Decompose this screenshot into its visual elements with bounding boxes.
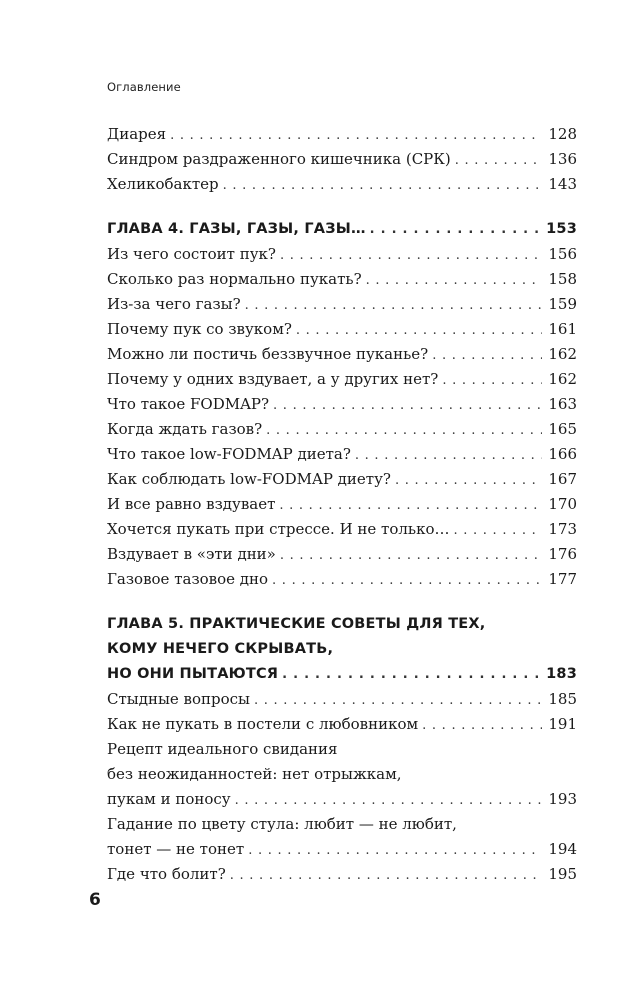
toc-entry[interactable] — [107, 442, 577, 467]
toc-entry-title: пукам и поносу — [107, 790, 231, 808]
toc-entry-title: Из-за чего газы? — [107, 295, 241, 313]
toc-entry[interactable] — [107, 712, 577, 737]
chapter-page: 183 — [546, 666, 577, 682]
toc-entry-page: 158 — [548, 270, 577, 288]
toc-entry-title: Когда ждать газов? — [107, 420, 263, 438]
toc-entry-page: 143 — [548, 175, 577, 193]
dot-leader — [223, 173, 543, 198]
toc-entry-page: 177 — [548, 570, 577, 588]
dot-leader — [442, 368, 542, 393]
dot-leader — [432, 343, 542, 368]
toc-entry-page: 176 — [548, 545, 577, 563]
chapter-5-heading-line-1[interactable]: ГЛАВА 5. ПРАКТИЧЕСКИЕ СОВЕТЫ ДЛЯ ТЕХ, — [107, 616, 486, 632]
toc-entry[interactable] — [107, 392, 577, 417]
dot-leader — [370, 217, 540, 242]
toc-entry[interactable] — [107, 517, 577, 542]
toc-entry-title: И все равно вздувает — [107, 495, 276, 513]
toc-entry-title: Хеликобактер — [107, 175, 219, 193]
toc-entry-title: Почему пук со звуком? — [107, 320, 292, 338]
toc-entry[interactable] — [107, 687, 577, 712]
toc-entry-title-line-2[interactable]: без неожиданностей: нет отрыжкам, — [107, 765, 402, 783]
toc-entry[interactable] — [107, 367, 577, 392]
dot-leader — [230, 863, 543, 888]
page-number: 6 — [89, 890, 101, 910]
toc-entry-title-line-1[interactable]: Гадание по цвету стула: любит — не любит, — [107, 815, 457, 833]
toc-entry-title: Хочется пукать при стрессе. И не только… — [107, 520, 450, 538]
toc-entry[interactable] — [107, 317, 577, 342]
toc-entry-page: 185 — [548, 690, 577, 708]
toc-entry-page: 170 — [548, 495, 577, 513]
toc-entry-title: Стыдные вопросы — [107, 690, 250, 708]
toc-entry-page: 163 — [548, 395, 577, 413]
dot-leader — [266, 418, 542, 443]
dot-leader — [422, 713, 542, 738]
dot-leader — [272, 568, 542, 593]
toc-entry[interactable] — [107, 147, 577, 172]
toc-entry[interactable] — [107, 342, 577, 367]
toc-entry-title: Сколько раз нормально пукать? — [107, 270, 362, 288]
toc-entry[interactable] — [107, 267, 577, 292]
chapter-title: НО ОНИ ПЫТАЮТСЯ — [107, 666, 279, 682]
chapter-4-heading[interactable] — [107, 217, 577, 242]
chapter-5-heading-line-2[interactable]: КОМУ НЕЧЕГО СКРЫВАТЬ, — [107, 641, 334, 657]
dot-leader — [279, 493, 542, 518]
dot-leader — [245, 293, 543, 318]
dot-leader — [366, 268, 543, 293]
toc-entry[interactable] — [107, 542, 577, 567]
toc-entry-page: 162 — [548, 370, 577, 388]
toc-entry-title: Можно ли постичь беззвучное пуканье? — [107, 345, 429, 363]
toc-entry-title: Где что болит? — [107, 865, 226, 883]
toc-entry[interactable] — [107, 242, 577, 267]
toc-entry-title: Из чего состоит пук? — [107, 245, 276, 263]
dot-leader — [454, 518, 543, 543]
toc-entry[interactable] — [107, 122, 577, 147]
dot-leader — [235, 788, 543, 813]
toc-entry-page: 161 — [548, 320, 577, 338]
toc-entry-page: 191 — [548, 715, 577, 733]
toc-entry[interactable] — [107, 837, 577, 862]
toc-entry-title: Что такое low-FODMAP диета? — [107, 445, 351, 463]
toc-entry-title: Как соблюдать low-FODMAP диету? — [107, 470, 391, 488]
toc-entry-page: 166 — [548, 445, 577, 463]
toc-entry-page: 128 — [548, 125, 577, 143]
toc-entry-page: 167 — [548, 470, 577, 488]
dot-leader — [280, 543, 542, 568]
dot-leader — [296, 318, 542, 343]
toc-entry[interactable] — [107, 862, 577, 887]
dot-leader — [455, 148, 543, 173]
toc-entry-page: 136 — [548, 150, 577, 168]
toc-entry-title: Что такое FODMAP? — [107, 395, 270, 413]
toc-entry-page: 193 — [548, 790, 577, 808]
chapter-title: ГЛАВА 4. ГАЗЫ, ГАЗЫ, ГАЗЫ… — [107, 221, 366, 237]
toc-entry-title: Диарея — [107, 125, 167, 143]
dot-leader — [254, 688, 542, 713]
chapter-5-heading[interactable] — [107, 662, 577, 687]
toc-entry-title: Как не пукать в постели с любовником — [107, 715, 419, 733]
toc-entry[interactable] — [107, 492, 577, 517]
toc-entry-title: Вздувает в «эти дни» — [107, 545, 276, 563]
dot-leader — [282, 662, 540, 687]
dot-leader — [170, 123, 542, 148]
toc-entry-title-line-1[interactable]: Рецепт идеального свидания — [107, 740, 338, 758]
toc-entry-page: 162 — [548, 345, 577, 363]
running-head: Оглавление — [107, 80, 181, 94]
toc-entry[interactable] — [107, 467, 577, 492]
dot-leader — [248, 838, 542, 863]
chapter-page: 153 — [546, 221, 577, 237]
dot-leader — [395, 468, 542, 493]
toc-entry-page: 195 — [548, 865, 577, 883]
toc-entry[interactable] — [107, 567, 577, 592]
toc-entry-title: Синдром раздраженного кишечника (СРК) — [107, 150, 451, 168]
toc-entry-page: 159 — [548, 295, 577, 313]
dot-leader — [355, 443, 542, 468]
dot-leader — [273, 393, 542, 418]
dot-leader — [280, 243, 542, 268]
toc-entry-page: 165 — [548, 420, 577, 438]
toc-entry-title: Почему у одних вздувает, а у других нет? — [107, 370, 439, 388]
toc-entry-page: 194 — [548, 840, 577, 858]
toc-entry[interactable] — [107, 172, 577, 197]
table-of-contents — [107, 122, 577, 887]
toc-entry-title: Газовое тазовое дно — [107, 570, 269, 588]
toc-entry[interactable] — [107, 292, 577, 317]
toc-entry-title: тонет — не тонет — [107, 840, 245, 858]
toc-entry-page: 156 — [548, 245, 577, 263]
toc-entry[interactable] — [107, 787, 577, 812]
toc-entry-page: 173 — [548, 520, 577, 538]
toc-entry[interactable] — [107, 417, 577, 442]
